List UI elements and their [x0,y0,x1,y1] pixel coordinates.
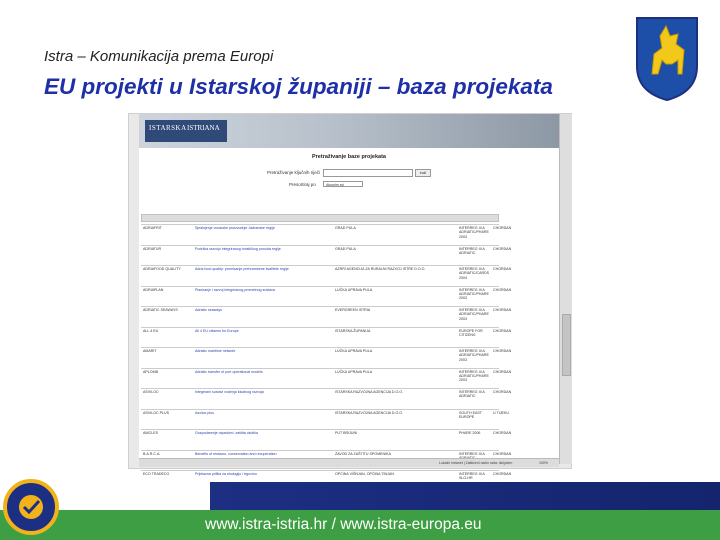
table-cell: ADRIAPLAN [143,287,164,292]
table-row [141,388,512,410]
search-input[interactable] [323,169,413,177]
table-cell: ECO TRADECO [143,472,170,476]
table-cell: AZRRI AGENCIJA ZA RURALNI RAZVOJ ISTRE D.O.O. [335,267,426,271]
table-cell[interactable]: Integrirani sustavi vodenja lokalnog razvoja [195,390,264,394]
table-cell: PUT BRIJUNI [335,431,358,435]
table-cell: INTERREG III A ADRIATIC/PHARE 2003 [459,308,489,321]
table-row [141,245,512,267]
footer-blue-band [210,482,720,510]
table-cell: CHORDAN [493,369,512,374]
table-cell: ASVILOC [143,390,159,394]
table-cell: B.A.R.C.A. [143,451,161,456]
footer-url: www.istra-istria.hr / www.istra-europa.eu [205,516,482,533]
table-cell: CHORDAN [493,431,512,435]
table-row [141,224,512,246]
table-cell: INTERREG III A ADRIATIC/PHARE 2003 [459,349,489,362]
table-cell: INTERREG III A SLO-HR [459,472,485,481]
table-cell: INTERREG III A ADRIATIC/PHARE 2003 [459,226,489,239]
table-cell: CHORDAN [493,308,512,312]
banner-logo-right: ISTRIANA [187,124,220,132]
table-row [141,368,512,390]
screenshot [128,113,572,481]
table-cell: INTERREG III A ADRIATIC/CARDS 2004 [459,267,490,280]
table-cell[interactable]: Planiranje i razvoj integriranog prometnog sustava [195,287,275,292]
search-label: Pretraživanje ključnih riječi [267,170,321,175]
table-cell: CHORDAN [493,390,512,394]
sort-select[interactable]: Akronim svi [323,181,363,187]
table-cell: ZAVOD ZA ZAŠTITU SPOMENIKA [335,451,391,456]
table-cell: LUČKA UPRAVA PULA [335,369,373,374]
table-row [141,286,512,308]
table-cell: ISTARSKA ŽUPANIJA [335,328,371,333]
browser-statusbar [139,458,559,467]
table-cell: LUČKA UPRAVA PULA [335,287,373,292]
table-cell[interactable]: Sjedinjenje voćarske proizvodnje Jadranske regije [195,226,275,230]
table-cell: INTERREG III A [459,451,485,456]
istria-badge-icon [2,478,60,536]
table-row [141,327,512,349]
table-cell: CHORDAN [493,287,512,292]
table-cell: U TIJEKU [493,410,509,415]
table-cell: ASVILOC PLUS [143,410,169,415]
table-cell[interactable]: Adriatic maritime network [195,349,236,353]
table-cell: APLOMB [143,369,158,374]
table-cell: ADRIATIC SEAWAYS [143,308,178,312]
table-cell: INTERREG III A ADRIATIC/PHARE 2003 [459,369,489,383]
table-toolbar [141,214,499,222]
sort-label: Presortiraj po [289,182,316,187]
table-cell[interactable]: Podrška razvoju integriranog turističkog ponuda regije [195,246,281,251]
table-cell: PHARE 2006 [459,431,481,435]
table-row [141,265,512,287]
slide-subtitle: Istra – Komunikacija prema Europi [44,48,274,65]
table-cell: CHORDAN [493,328,512,333]
table-cell[interactable]: All 4 EU citizens for Europe [195,328,239,333]
table-cell[interactable]: Adriatic transfer of port operational models [195,369,263,374]
table-cell: AWCLES [143,431,159,435]
table-cell: LUČKA UPRAVA PULA [335,349,373,353]
table-cell[interactable]: Benefits of restauro, conservation and recuperation [195,451,277,456]
table-row [141,306,512,328]
search-button[interactable]: traži [415,169,431,177]
table-cell: GRAD PULA [335,246,356,251]
table-cell[interactable]: Asviloc plus [195,410,214,415]
table-cell: EUROPE FOR CITIZENS [459,328,483,337]
table-cell: ALL 4 EU [143,328,159,333]
table-cell: INTERREG III A ADRIATIC [459,390,485,399]
table-cell: ADRIATUR [143,246,162,251]
table-cell: CHORDAN [493,267,512,271]
table-cell: ISTARSKA RAZVOJNA AGENCIJA D.O.O. [335,390,404,394]
scroll-thumb[interactable] [562,314,571,376]
table-cell[interactable]: Adria food quality: promicanje prehrambene kvalitete regije [195,267,289,271]
table-cell: INTERREG III A ADRIATIC [459,246,485,255]
table-row [141,429,512,451]
table-row [141,409,509,431]
table-cell: ISTARSKA RAZVOJNA AGENCIJA D.O.O. [335,410,404,415]
table-cell: ADRIAFOOD QUALITY [143,267,181,271]
search-title: Pretraživanje baze projekata [312,154,386,160]
table-cell: GRAD PULA [335,226,356,230]
browser-scrollbar[interactable] [559,114,572,464]
table-cell: INTERREG III A ADRIATIC/PHARE 2003 [459,287,489,301]
shot-content [139,148,559,481]
table-row [141,347,512,369]
table-cell: CHORDAN [493,246,512,251]
table-cell: OPĆINA VIŠNJAN, OPĆINA TINJAN [335,472,394,476]
table-cell[interactable]: Prijelazna prilika za ekologiju i trgovinu [195,472,257,476]
table-cell[interactable]: Gospodarenje otpadom i zaštita okoliša [195,431,258,435]
table-cell: CHORDAN [493,349,512,353]
table-cell: EVERGREEN ISTRIA [335,308,371,312]
zoom-level: 100% [539,461,548,465]
table-cell[interactable]: Adriatic seaways [195,308,222,312]
table-cell: CHORDAN [493,472,512,476]
table-cell: CHORDAN [493,226,512,230]
table-cell: CHORDAN [493,451,512,456]
table-cell: ADRIAFRIT [143,226,162,230]
banner-logo-left: ISTARSKA [149,124,187,132]
slide-title: EU projekti u Istarskoj županiji – baza projekata [44,74,553,99]
table-cell: SOUTH EAST EUROPE [459,410,482,419]
istria-crest-icon [632,14,702,102]
shot-banner [139,114,559,148]
table-cell: AMARIT [143,349,157,353]
status-text: Lokalni intranet | Zaštićeni način rada: isključen [439,461,513,465]
